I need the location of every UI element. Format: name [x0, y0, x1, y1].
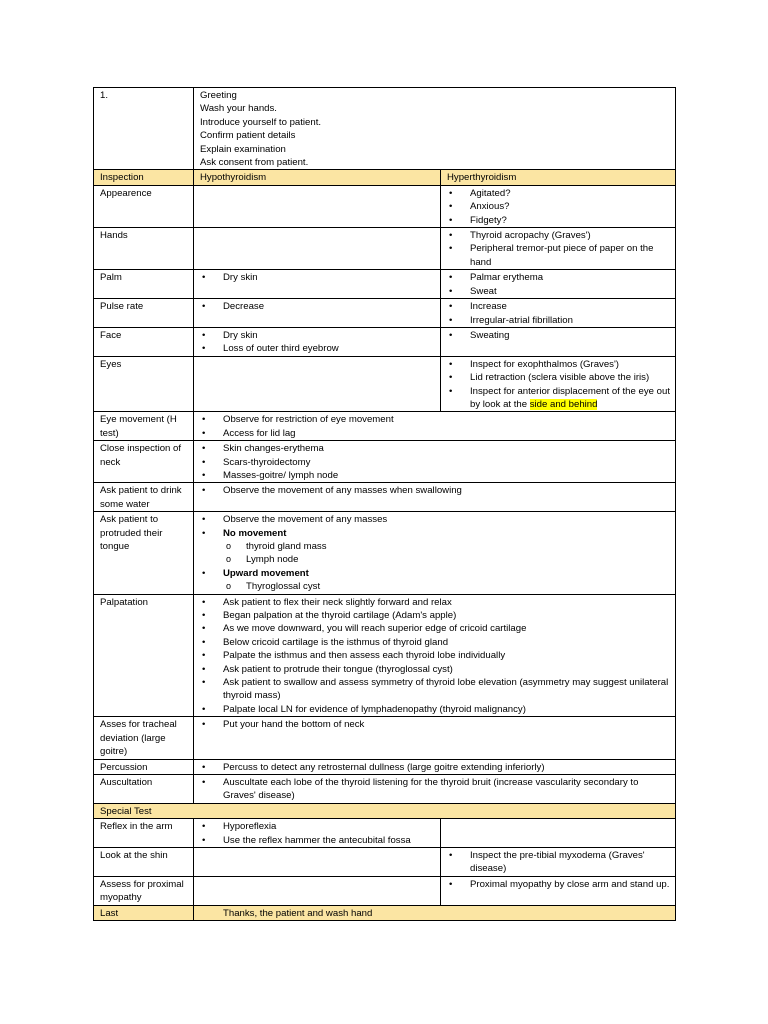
- examination-document: [93, 87, 675, 921]
- list-item: • Inspect the pre-tibial myxodema (Graves' disease): [447, 849, 670, 876]
- row-label: Ask patient to drink some water: [94, 483, 194, 512]
- list-item: • Ask patient to protrude their tongue (thyroglossal cyst): [200, 663, 670, 676]
- list-item: • Skin changes-erythema: [200, 442, 670, 455]
- row-label: Eyes: [94, 356, 194, 412]
- list-item: • Access for lid lag: [200, 427, 670, 440]
- appearance-row: [94, 185, 676, 227]
- merged-cell: [194, 759, 676, 774]
- intro-number: 1.: [94, 88, 194, 170]
- special-test-header: Special Test: [94, 803, 676, 818]
- list-item: • Anxious?: [447, 200, 670, 213]
- hyper-cell: [441, 819, 676, 848]
- inspection-header: Inspection: [94, 170, 194, 185]
- list-item: • Ask patient to swallow and assess symmetry of thyroid lobe elevation (asymmetry may suggest unilateral thyroid mass): [200, 676, 670, 703]
- hyper-cell: [441, 185, 676, 227]
- merged-cell: [194, 412, 676, 441]
- list-item: • Hyporeflexia: [200, 820, 435, 833]
- inspection-header-row: [94, 170, 676, 185]
- row-label: Eye movement (H test): [94, 412, 194, 441]
- hyper-cell: [441, 356, 676, 412]
- list-item: • Fidgety?: [447, 214, 670, 227]
- list-item: [447, 385, 670, 412]
- list-item: • Sweating: [447, 329, 670, 342]
- hypo-cell: [194, 356, 441, 412]
- tracheal-row: [94, 717, 676, 759]
- intro-line: Wash your hands.: [200, 103, 277, 115]
- hyper-cell: [441, 876, 676, 905]
- highlighted-text: side and behind: [529, 398, 598, 410]
- hands-row: [94, 228, 676, 270]
- hyper-cell: [441, 847, 676, 876]
- list-item: • Irregular-atrial fibrillation: [447, 314, 670, 327]
- list-item: • Inspect for exophthalmos (Graves'): [447, 358, 670, 371]
- list-item: • Observe for restriction of eye movement: [200, 413, 670, 426]
- last-label: Last: [94, 905, 194, 920]
- row-label: Look at the shin: [94, 847, 194, 876]
- intro-line: Ask consent from patient.: [200, 157, 309, 169]
- row-label: Asses for tracheal deviation (large goitre): [94, 717, 194, 759]
- eyes-row: [94, 356, 676, 412]
- list-item: • Lid retraction (sclera visible above the iris): [447, 371, 670, 384]
- sub-list-item: o Thyroglossal cyst: [200, 580, 670, 593]
- last-text: [194, 905, 676, 920]
- row-label: Face: [94, 327, 194, 356]
- hyper-cell: [441, 270, 676, 299]
- intro-line: Introduce yourself to patient.: [200, 116, 322, 128]
- list-item: • Palmar erythema: [447, 271, 670, 284]
- row-label: Hands: [94, 228, 194, 270]
- drink-water-row: [94, 483, 676, 512]
- merged-cell: [194, 774, 676, 803]
- intro-line: Explain examination: [200, 143, 286, 155]
- list-item: • Began palpation at the thyroid cartilage (Adam's apple): [200, 609, 670, 622]
- list-item: • Thyroid acropachy (Graves'): [447, 229, 670, 242]
- hypo-cell: [194, 327, 441, 356]
- hyper-cell: [441, 299, 676, 328]
- list-item-text: Inspect for anterior displacement of the eye out by look at the: [470, 385, 670, 410]
- merged-cell: [194, 483, 676, 512]
- row-label: Auscultation: [94, 774, 194, 803]
- palm-row: [94, 270, 676, 299]
- row-label: Pulse rate: [94, 299, 194, 328]
- list-item: • Sweat: [447, 285, 670, 298]
- tongue-row: [94, 512, 676, 594]
- list-item: • Put your hand the bottom of neck: [200, 718, 670, 731]
- hypothyroidism-header: Hypothyroidism: [194, 170, 441, 185]
- list-item: • Loss of outer third eyebrow: [200, 342, 435, 355]
- list-item: • Decrease: [200, 300, 435, 313]
- list-item: • Dry skin: [200, 271, 435, 284]
- hypo-cell: [194, 299, 441, 328]
- row-label: Assess for proximal myopathy: [94, 876, 194, 905]
- sub-list-item: o Lymph node: [200, 553, 670, 566]
- intro-line: Greeting: [200, 90, 237, 101]
- merged-cell: [194, 441, 676, 483]
- merged-cell: [194, 717, 676, 759]
- eye-movement-row: [94, 412, 676, 441]
- list-item: • Increase: [447, 300, 670, 313]
- hypo-cell: [194, 819, 441, 848]
- row-label: Palpatation: [94, 594, 194, 717]
- auscultation-row: [94, 774, 676, 803]
- hypo-cell: [194, 185, 441, 227]
- shin-row: [94, 847, 676, 876]
- row-label: Percussion: [94, 759, 194, 774]
- list-item: • Auscultate each lobe of the thyroid listening for the thyroid bruit (increase vascularity secondary to Graves' disease): [200, 776, 670, 803]
- special-test-header-row: [94, 803, 676, 818]
- hyper-cell: [441, 327, 676, 356]
- last-row: [94, 905, 676, 920]
- list-item: [200, 567, 670, 580]
- no-movement-heading: No movement: [223, 527, 287, 539]
- list-item: • As we move downward, you will reach superior edge of cricoid cartilage: [200, 622, 670, 635]
- reflex-row: [94, 819, 676, 848]
- close-inspection-row: [94, 441, 676, 483]
- list-item: • Agitated?: [447, 187, 670, 200]
- closing-text: Thanks, the patient and wash hand: [223, 907, 373, 919]
- row-label: Close inspection of neck: [94, 441, 194, 483]
- intro-row: [94, 88, 676, 170]
- list-item: • Percuss to detect any retrosternal dullness (large goitre extending inferiorly): [200, 761, 670, 774]
- palpation-row: [94, 594, 676, 717]
- face-row: [94, 327, 676, 356]
- row-label: Ask patient to protruded their tongue: [94, 512, 194, 594]
- list-item: • Dry skin: [200, 329, 435, 342]
- sub-list-item: o thyroid gland mass: [200, 540, 670, 553]
- row-label: Palm: [94, 270, 194, 299]
- upward-movement-heading: Upward movement: [223, 567, 309, 579]
- hypo-cell: [194, 876, 441, 905]
- list-item: [200, 527, 670, 540]
- list-item: • Observe the movement of any masses: [200, 513, 670, 526]
- hyper-cell: [441, 228, 676, 270]
- list-item: • Masses-goitre/ lymph node: [200, 469, 670, 482]
- hypo-cell: [194, 270, 441, 299]
- list-item: • Use the reflex hammer the antecubital fossa: [200, 834, 435, 847]
- hyperthyroidism-header: Hyperthyroidism: [441, 170, 676, 185]
- list-item: • Peripheral tremor-put piece of paper on the hand: [447, 242, 670, 269]
- list-item: • Palpate the isthmus and then assess each thyroid lobe individually: [200, 649, 670, 662]
- pulse-row: [94, 299, 676, 328]
- thyroid-exam-table: [93, 87, 676, 921]
- intro-steps: [194, 88, 676, 170]
- row-label: Appearence: [94, 185, 194, 227]
- merged-cell: [194, 594, 676, 717]
- percussion-row: [94, 759, 676, 774]
- list-item: • Below cricoid cartilage is the isthmus of thyroid gland: [200, 636, 670, 649]
- myopathy-row: [94, 876, 676, 905]
- list-item: • Ask patient to flex their neck slightly forward and relax: [200, 596, 670, 609]
- intro-line: Confirm patient details: [200, 130, 296, 142]
- list-item: • Palpate local LN for evidence of lymphadenopathy (thyroid malignancy): [200, 703, 670, 716]
- merged-cell: [194, 512, 676, 594]
- list-item: • Observe the movement of any masses when swallowing: [200, 484, 670, 497]
- row-label: Reflex in the arm: [94, 819, 194, 848]
- hypo-cell: [194, 228, 441, 270]
- list-item: • Proximal myopathy by close arm and stand up.: [447, 878, 670, 891]
- hypo-cell: [194, 847, 441, 876]
- list-item: • Scars-thyroidectomy: [200, 456, 670, 469]
